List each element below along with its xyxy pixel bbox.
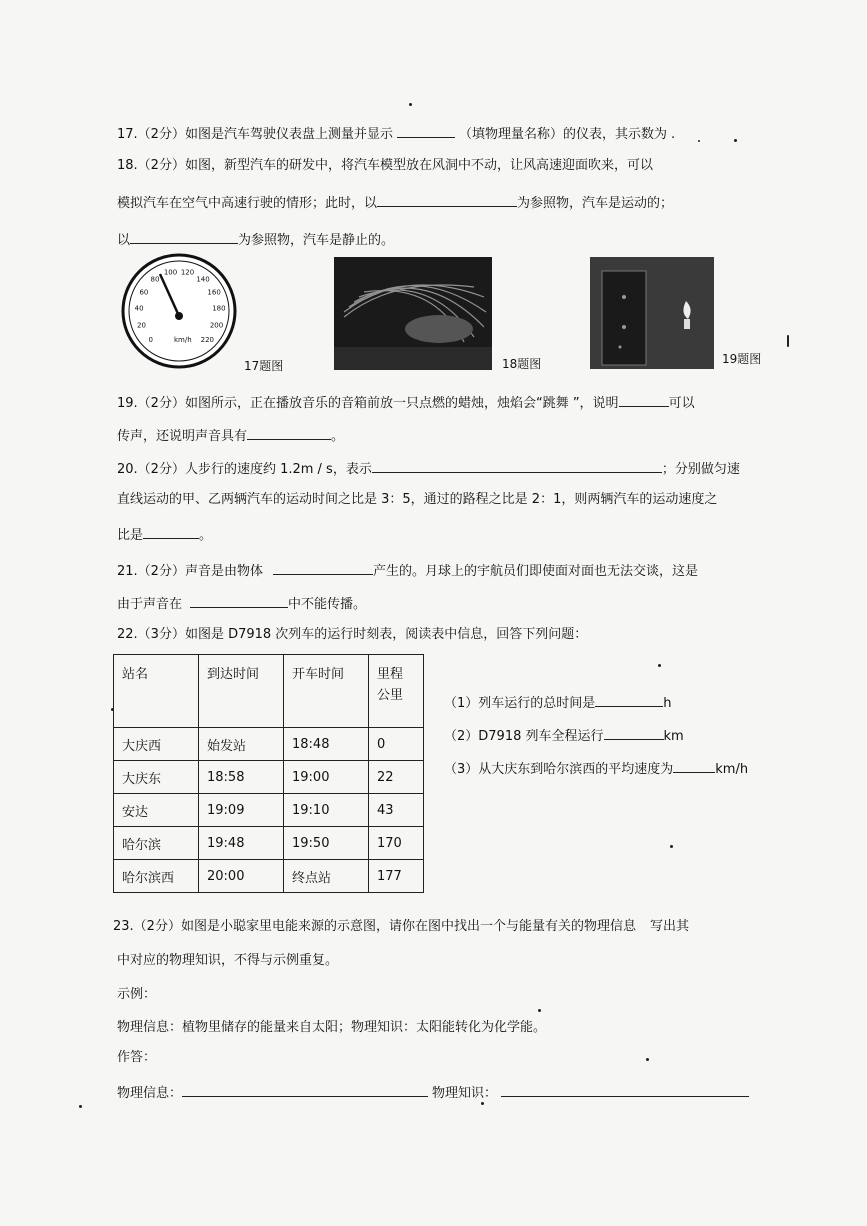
speedometer-tick-label: 200 [209, 321, 224, 330]
speedometer-tick-label: 160 [207, 288, 221, 297]
table-row: 大庆西 始发站 18:48 0 [114, 728, 424, 761]
answer-blank[interactable] [397, 123, 455, 138]
answer-blank[interactable] [377, 192, 517, 207]
speedometer-tick-label: 80 [150, 275, 160, 284]
physics-info-field[interactable] [182, 1082, 428, 1097]
table-row: 安达 19:09 19:10 43 [114, 794, 424, 827]
scan-speck [481, 1102, 484, 1105]
answer-blank[interactable] [595, 692, 663, 707]
speedometer-figure [120, 252, 238, 370]
q20-line-2: 直线运动的甲、乙两辆汽车的运动时间之比是 3：5，通过的路程之比是 2：1，则两辆汽车的运动速度之 [117, 492, 718, 507]
scan-speck [646, 1058, 649, 1061]
caption-17: 17题图 [244, 359, 284, 373]
q21-line-1: 21.（2分）声音是由物体 产生的。月球上的宇航员们即使面对面也无法交谈，这是 [117, 560, 698, 581]
answer-blank[interactable] [190, 593, 288, 608]
answer-blank[interactable] [273, 560, 373, 575]
q18-line-2: 模拟汽车在空气中高速行驶的情形；此时，以 为参照物，汽车是运动的； [117, 192, 673, 213]
example-text: 物理信息：植物里储存的能量来自太阳；物理知识：太阳能转化为化学能。 [117, 1020, 547, 1035]
q19-line-2: 传声，还说明声音具有 。 [117, 425, 344, 446]
scan-speck [658, 664, 661, 667]
scan-speck [111, 708, 114, 711]
scan-speck [79, 1105, 82, 1108]
header-arrival: 到达时间 [199, 655, 284, 728]
speedometer-tick-label: 120 [180, 268, 195, 277]
wind-tunnel-photo [334, 257, 492, 370]
header-distance: 里程 公里 [369, 655, 424, 728]
speaker-candle-photo [590, 257, 714, 369]
speedometer-tick-label: 180 [212, 304, 226, 313]
q20-line-3: 比是 。 [117, 524, 212, 545]
speedometer-tick-label: 220 [200, 335, 214, 344]
speedometer-tick-label: 40 [134, 304, 144, 313]
q23-line-2: 中对应的物理知识，不得与示例重复。 [117, 953, 339, 968]
table-row: 哈尔滨西 20:00 终点站 177 [114, 860, 424, 893]
q18-line-1: 18.（2分）如图，新型汽车的研发中，将汽车模型放在风洞中不动，让风高速迎面吹来，可以 [117, 158, 653, 173]
train-timetable [113, 654, 424, 893]
speedometer-tick-label: 100 [163, 268, 178, 277]
q23-line-1: 23.（2分）如图是小聪家里电能来源的示意图，请你在图中找出一个与能量有关的物理信息 写出其 [113, 919, 689, 934]
speedometer-tick-label: 20 [137, 321, 146, 330]
scan-speck [698, 140, 700, 142]
answer-label: 作答： [117, 1050, 157, 1065]
speedometer-tick-label: 0 [148, 335, 153, 344]
header-departure: 开车时间 [284, 655, 369, 728]
q22-sub-3: （3）从大庆东到哈尔滨西的平均速度为 km/h [444, 758, 748, 779]
physics-knowledge-field[interactable] [501, 1082, 749, 1097]
scan-speck [538, 1009, 541, 1012]
speedometer-unit: km/h [174, 336, 192, 344]
scan-speck [787, 335, 789, 347]
scan-speck [670, 845, 673, 848]
answer-blank[interactable] [372, 458, 662, 473]
answer-blank[interactable] [247, 425, 331, 440]
q18-line-3: 以 为参照物，汽车是静止的。 [117, 229, 394, 250]
caption-19: 19题图 [722, 352, 762, 366]
answer-blank[interactable] [673, 758, 715, 773]
answer-blank[interactable] [604, 725, 664, 740]
q19-line-1: 19.（2分）如图所示，正在播放音乐的音箱前放一只点燃的蜡烛，烛焰会“跳舞 ”，说明 可以 [117, 392, 695, 413]
scan-speck [409, 103, 412, 106]
table-row: 大庆东 18:58 19:00 22 [114, 761, 424, 794]
q23-answer-line: 物理信息： 物理知识： [117, 1082, 749, 1103]
answer-blank[interactable] [619, 392, 669, 407]
caption-18: 18题图 [502, 357, 542, 371]
q22-sub-1: （1）列车运行的总时间是 h [444, 692, 672, 713]
scan-speck [734, 139, 737, 142]
table-header-row [114, 655, 424, 728]
table-row: 哈尔滨 19:48 19:50 170 [114, 827, 424, 860]
header-station: 站名 [114, 655, 199, 728]
q17-line: 17.（2分）如图是汽车驾驶仪表盘上测量并显示 （填物理量名称）的仪表，其示数为 . [117, 123, 675, 144]
q22-title: 22.（3分）如图是 D7918 次列车的运行时刻表，阅读表中信息，回答下列问题： [117, 627, 588, 642]
answer-blank[interactable] [130, 229, 238, 244]
q20-line-1: 20.（2分）人步行的速度约 1.2m / s，表示 ；分别做匀速 [117, 458, 740, 479]
q21-line-2: 由于声音在 中不能传播。 [117, 593, 366, 614]
speedometer-tick-label: 60 [139, 288, 149, 297]
answer-blank[interactable] [143, 524, 199, 539]
q22-sub-2: （2）D7918 列车全程运行 km [444, 725, 684, 746]
speedometer-tick-label: 140 [196, 275, 210, 284]
example-label: 示例： [117, 987, 157, 1002]
